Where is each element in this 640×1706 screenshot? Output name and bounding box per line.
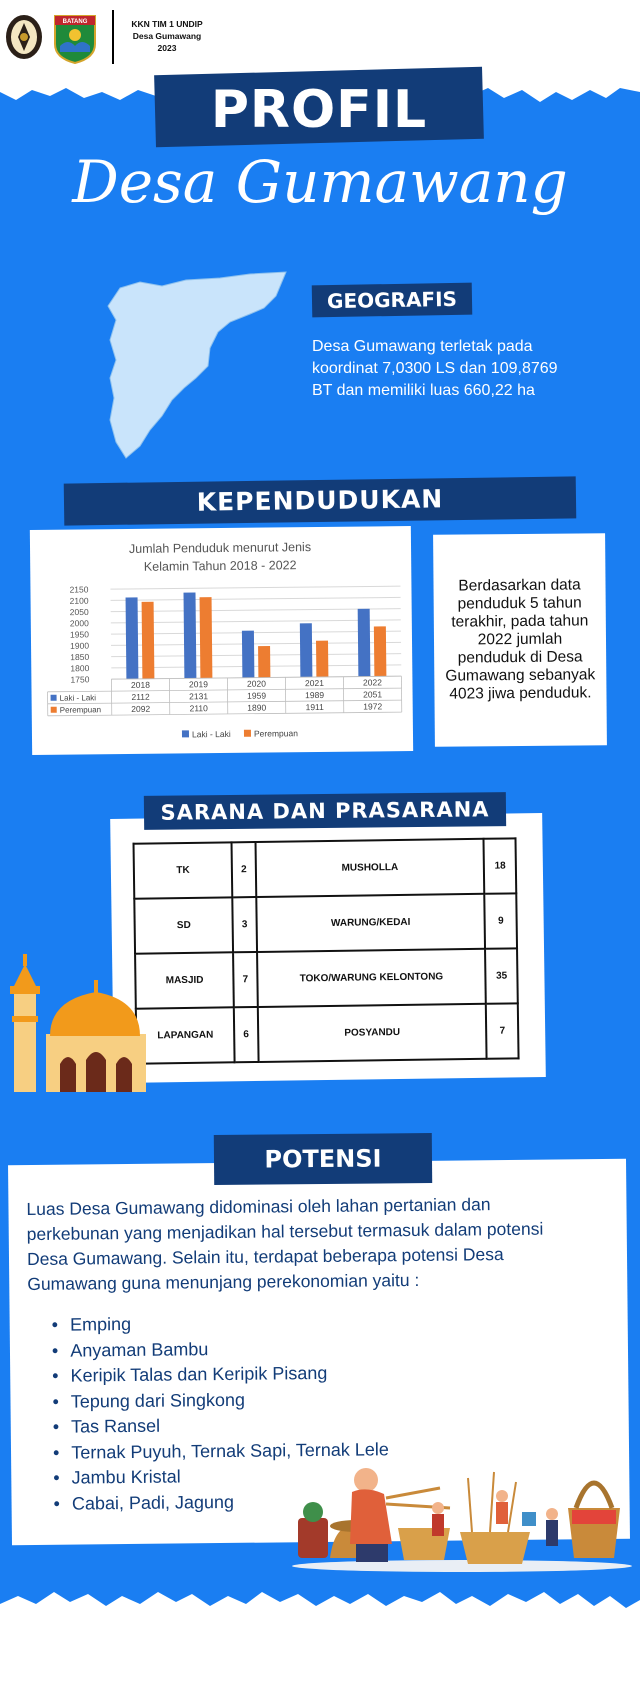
sarana-label: SARANA DAN PRASARANA [144,792,506,830]
legend-swatch [244,730,251,737]
bar [242,631,254,678]
population-summary-card [433,533,607,746]
potensi-label: POTENSI [214,1133,432,1185]
x-tick-label: 2018 [130,679,150,690]
geografis-text: Desa Gumawang terletak pada koordinat 7,0300 LS dan 109,8769 BT dan memiliki luas 660,22 ha [312,338,558,399]
potensi-item: • Jambu Kristal [53,1462,389,1491]
facility-count: 3 [233,897,257,952]
kkn-line-2: Desa Gumawang [132,31,202,41]
y-tick-label: 2050 [69,606,89,618]
gridline [111,631,401,634]
kependudukan-label: KEPENDUDUKAN [64,476,577,525]
gridline [111,642,401,645]
gridline [111,620,401,623]
y-tick-label: 2100 [69,595,89,606]
crafts-illustration-icon [290,1448,635,1573]
kkn-line-3: 2023 [157,43,177,53]
potensi-item: • Anyaman Bambu [52,1335,388,1364]
bar [126,597,139,679]
data-label: 1989 [305,689,325,701]
gridline [111,654,401,657]
kkn-label [118,18,216,54]
table-line [48,688,402,692]
y-tick-label: 1950 [69,629,89,640]
facility-count: 6 [234,1007,258,1062]
y-tick-label: 1850 [70,651,90,663]
legend-swatch [182,730,189,737]
x-tick-label: 2021 [304,677,324,689]
bar [142,602,155,679]
potensi-item: • Tas Ransel [53,1411,389,1440]
facility-count: 7 [233,952,257,1007]
x-tick-label: 2019 [188,679,208,690]
data-label: 2131 [189,691,209,702]
batang-logo-icon [52,10,98,64]
bar [374,626,387,676]
y-tick-label: 1750 [70,674,90,685]
legend-label: Perempuan [253,728,298,739]
geografis-label: GEOGRAFIS [312,283,473,318]
torn-edge-bottom [0,1582,640,1642]
facility-count: 9 [485,893,517,948]
data-label: 2112 [131,691,150,702]
data-label: 1972 [363,701,383,712]
sarana-table [133,837,520,1064]
potensi-item: • Cabai, Padi, Jagung [53,1488,389,1517]
facility-name: SD [134,897,233,953]
facility-name: MASJID [135,952,234,1008]
data-label: 2092 [131,703,151,714]
potensi-item: • Tepung dari Singkong [52,1386,388,1415]
data-label: 1911 [305,701,324,713]
kkn-line-1: KKN TIM 1 UNDIP [131,19,203,29]
facility-count: 2 [232,842,256,897]
bar [200,597,213,678]
potensi-intro: Luas Desa Gumawang didominasi oleh lahan pertanian dan perkebunan yang menjadikan hal tersebut termasuk dalam potensi Desa Gumawang. Selain itu, terdapat beberapa potensi Desa Gumawang guna menunjang perekonomian yaitu : [26,1194,544,1295]
y-tick-label: 1900 [70,640,90,651]
population-chart [30,526,413,755]
undip-logo-icon [5,13,43,61]
table-legend-swatch [51,707,57,713]
gridline [111,665,401,668]
table-series-label: Perempuan [59,705,102,715]
facility-count: 18 [484,838,516,893]
table-series-label: Laki - Laki [59,693,97,703]
sarana-row [136,1003,519,1063]
sarana-card [110,813,546,1083]
data-label: 2051 [363,689,383,700]
legend-label: Laki - Laki [191,728,231,740]
batang-logo-text: BATANG [62,19,88,25]
facility-count: 7 [486,1003,518,1058]
potensi-item: • Ternak Puyuh, Ternak Sapi, Ternak Lele [53,1437,389,1466]
table-line [48,700,402,704]
bar [258,646,270,678]
data-label: 1890 [247,702,267,713]
facility-name: TOKO/WARUNG KELONTONG [257,949,487,1007]
y-tick-label: 1800 [70,663,90,674]
chart-title-line-1: Jumlah Penduduk menurut Jenis [128,540,312,556]
x-tick-label: 2020 [246,678,266,689]
data-label: 1959 [247,690,267,701]
population-chart-card [30,526,413,755]
mosque-icon [4,946,146,1092]
facility-name: WARUNG/KEDAI [256,894,486,952]
population-summary-text: Berdasarkan data penduduk 5 tahun terakhir, pada tahun 2022 jumlah penduduk di Desa Gumawang sebanyak 4023 jiwa penduduk. [445,576,596,703]
y-tick-label: 2000 [69,618,89,629]
gridline [110,586,400,589]
table-legend-swatch [51,695,57,701]
header-divider [112,10,114,64]
bar [300,623,313,677]
bar [358,609,371,677]
map-icon [100,270,290,460]
potensi-item: • Keripik Talas dan Keripik Pisang [52,1360,388,1389]
gridline [111,609,401,612]
facility-name: POSYANDU [257,1004,487,1062]
bar [316,641,328,677]
bar [183,593,196,679]
facility-name: LAPANGAN [136,1007,235,1063]
gridline [111,597,401,600]
sarana-row [135,948,518,1008]
sarana-row [134,838,517,898]
chart-title-line-2: Kelamin Tahun 2018 - 2022 [143,558,297,574]
facility-count: 35 [486,948,518,1003]
facility-name: MUSHOLLA [255,839,485,897]
header [0,0,640,80]
y-tick-label: 2150 [69,584,89,595]
page-title: PROFIL [210,80,428,140]
data-label: 2110 [189,703,208,714]
sarana-row [134,893,517,953]
facility-name: TK [134,842,233,898]
page-subtitle: Desa Gumawang [72,148,568,216]
potensi-item: • Emping [52,1309,388,1338]
x-tick-label: 2022 [362,677,382,688]
